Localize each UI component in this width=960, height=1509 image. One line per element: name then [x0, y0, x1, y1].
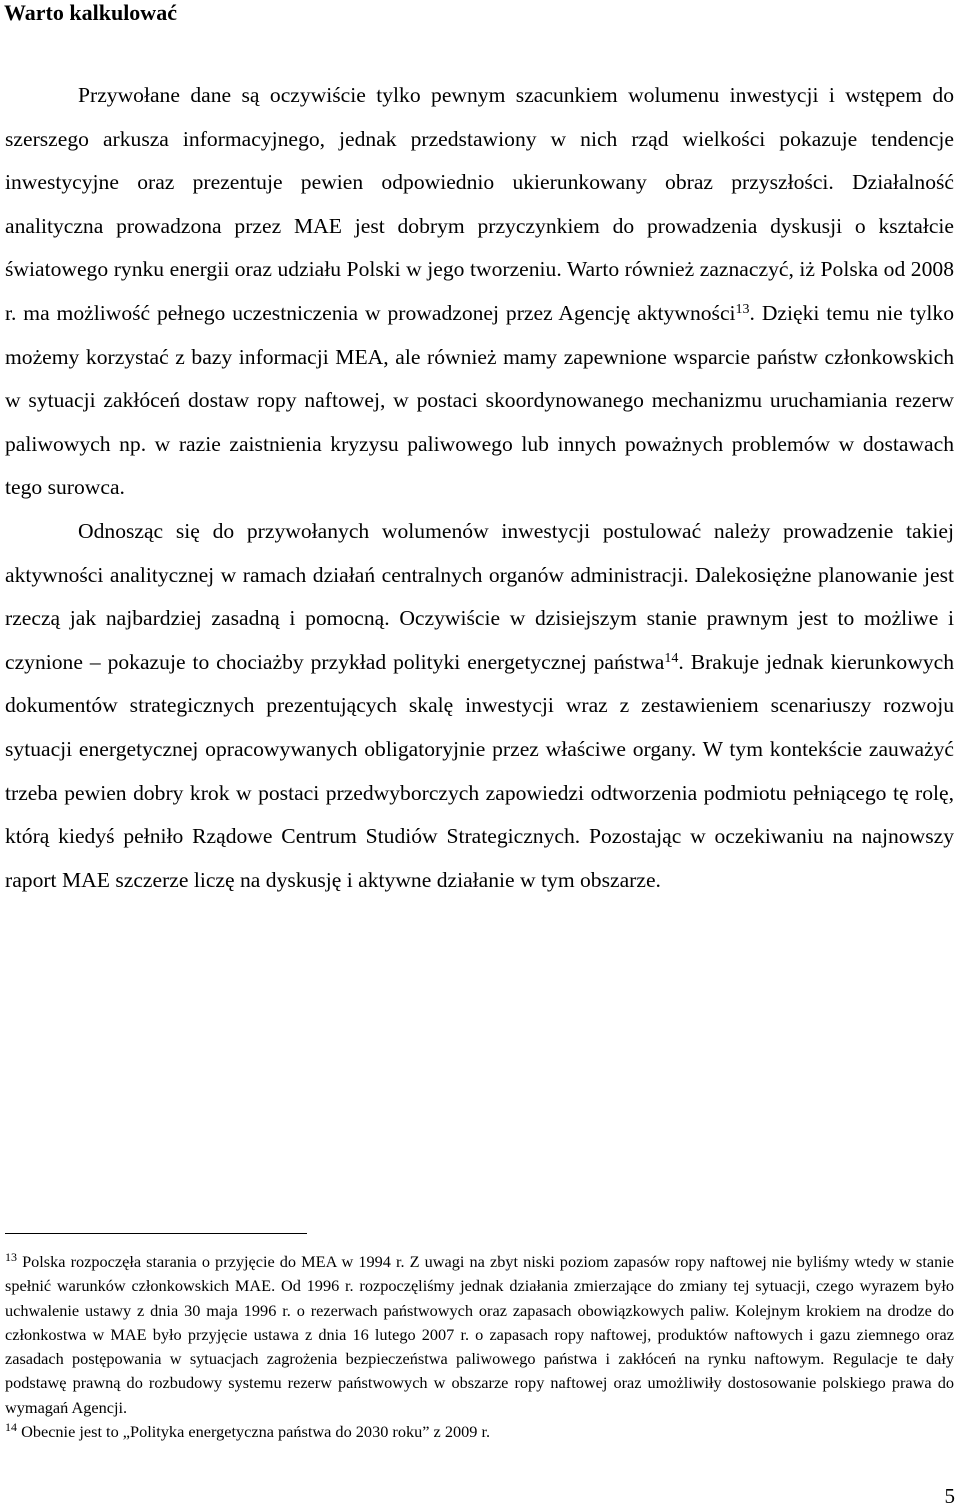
footnote-number: 13 — [5, 1250, 17, 1264]
page-number: 5 — [944, 1484, 955, 1508]
paragraph-1-text-a: Przywołane dane są oczywiście tylko pewnym szacunkiem wolumenu inwestycji i wstępem do szerszego arkusza informacyjnego, jednak przedstawiony w nich rząd wielkości pokazuje tendencje inwestycyjne oraz prezentuje pewien odpowiednio ukierunkowany obraz przyszłości. Działalność analityczna prowadzona przez MAE jest dobrym przyczynkiem do prowadzenia dyskusji o kształcie światowego rynku energii oraz udziału Polski w jego tworzeniu. Warto również zaznaczyć, iż Polska od 2008 r. ma możliwość pełnego uczestniczenia w prowadzonej przez Agencję aktywności — [5, 83, 954, 325]
paragraph-2-text-a: Odnosząc się do przywołanych wolumenów inwestycji postulować należy prowadzenie takiej aktywności analitycznej w ramach działań centralnych organów administracji. Dalekosiężne planowanie jest rzeczą jak najbardziej zasadną i pomocną. Oczywiście w dzisiejszym stanie prawnym jest to możliwe i czynione – pokazuje to chociażby przykład polityki energetycznej państwa — [5, 518, 954, 674]
paragraph-2-text-b: . Brakuje jednak kierunkowych dokumentów strategicznych prezentujących skalę inwestycji wraz z zestawieniem scenariuszy rozwoju sytuacji energetycznej opracowywanych obligatoryjnie przez właściwe organy. W tym kontekście zauważyć trzeba pewien dobry krok w postaci przedwyborczych zapowiedzi odtworzenia podmiotu pełniącego tę rolę, którą kiedyś pełniło Rządowe Centrum Studiów Strategicznych. Pozostając w oczekiwaniu na najnowszy raport MAE szczerze liczę na dyskusję i aktywne działanie w tym obszarze. — [5, 649, 954, 892]
footnote-13 — [5, 1250, 954, 1420]
footnote-ref-13[interactable]: 13 — [735, 301, 750, 317]
footnote-number: 14 — [5, 1420, 17, 1435]
footnotes — [5, 1250, 954, 1444]
body-text — [5, 74, 954, 902]
footnote-14 — [5, 1420, 954, 1444]
footnote-text: Obecnie jest to „Polityka energetyczna państwa do 2030 roku” z 2009 r. — [17, 1422, 491, 1442]
footnote-text: Polska rozpoczęła starania o przyjęcie do MEA w 1994 r. Z uwagi na zbyt niski poziom zapasów ropy naftowej nie byliśmy wtedy w stanie spełnić warunków członkowskich MAE. Od 1996 r. rozpoczęliśmy jednak działania zmierzające do zmiany tej sytuacji, czego wyrazem było uchwalenie ustawy z dnia 30 maja 1996 r. o rezerwach państwowych oraz zapasach obowiązkowych paliw. Kolejnym krokiem na drodze do członkostwa w MAE było przyjęcie ustawa z dnia 16 lutego 2007 r. o zapasach ropy naftowej, produktów naftowych i gazu ziemnego oraz zasadach postępowania w sytuacjach zagrożenia bezpieczeństwa paliwowego państwa i zakłóceń na rynku naftowym. Regulacje te dały podstawę prawną do rozbudowy systemu rezerw państwowych w obszarze ropy naftowej oraz umożliwiły dostosowanie polskiego prawa do wymagań Agencji. — [5, 1252, 954, 1417]
footnote-ref-14[interactable]: 14 — [664, 650, 679, 666]
paragraph-1-text-b: . Dzięki temu nie tylko możemy korzystać z bazy informacji MEA, ale również mamy zapewnione wsparcie państw członkowskich w sytuacji zakłóceń dostaw ropy naftowej, w postaci skoordynowanego mechanizmu uruchamiania rezerw paliwowych np. w razie zaistnienia kryzysu paliwowego lub innych poważnych problemów w dostawach tego surowca. — [5, 300, 954, 500]
section-heading: Warto kalkulować — [4, 0, 177, 25]
paragraph-1 — [5, 74, 954, 510]
footnote-separator — [5, 1233, 307, 1234]
paragraph-2 — [5, 510, 954, 902]
